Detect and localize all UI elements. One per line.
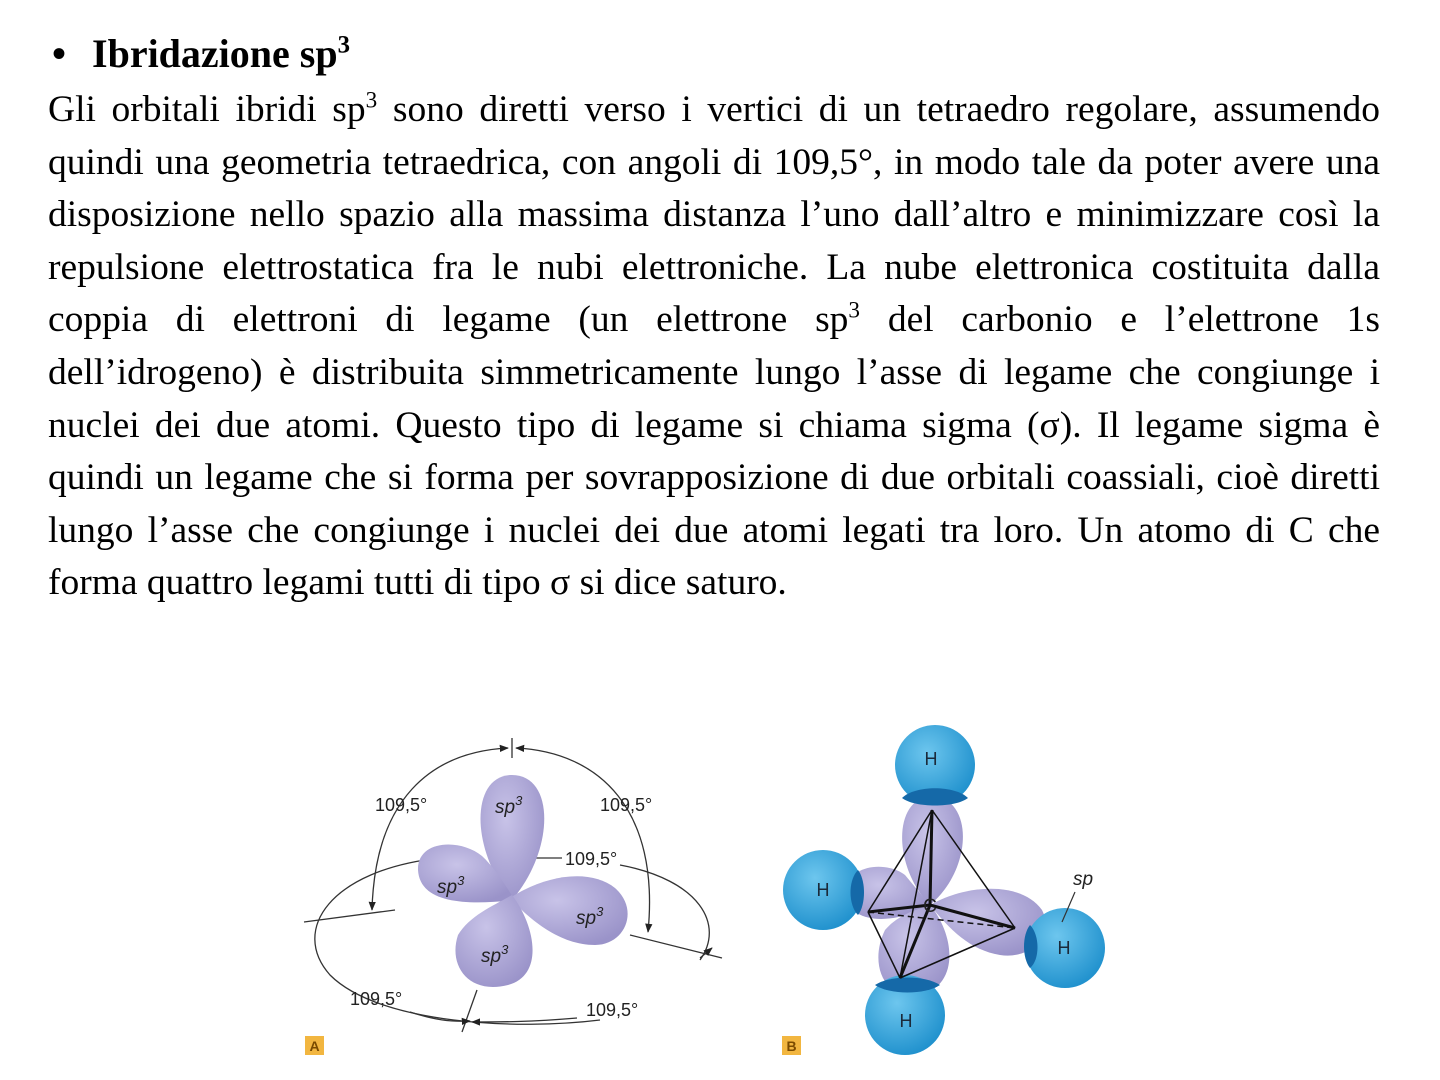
hydrogen-label-right: H xyxy=(1057,938,1071,958)
figure-tag-a: A xyxy=(309,1038,320,1054)
tick-bottom xyxy=(462,990,477,1032)
hydrogen-label-top: H xyxy=(924,749,938,769)
paragraph-part-2: sono diretti verso i vertici di un tetraedro regolare, assumendo quindi una geometria tetraedrica, con angoli di 109,5°, in modo tale da poter avere una disposizione nello spazio alla massima distanza l’uno dall’altro e minimizzare così la repulsione elettrostatica fra le nubi elettroniche. La nube elettronica costituita dalla coppia di elettroni di legame (un elettrone sp xyxy=(48,89,1380,341)
heading-title: Ibridazione sp xyxy=(92,31,338,76)
paragraph-part-3: del carbonio e l’elettrone 1s dell’idrogeno) è distribuita simmetricamente lungo l’asse di legame che congiunge i nuclei dei due atomi. Questo tipo di legame si chiama sigma (σ). Il legame sigma è quindi un legame che si forma per sovrapposizione di due orbitali coassiali, cioè diretti lungo l’asse che congiunge i nuclei dei due atomi legati tra loro. Un atomo di C che forma quattro legami tutti di tipo σ si dice saturo. xyxy=(48,299,1380,604)
angle-label-top-right: 109,5° xyxy=(600,795,653,815)
arc-bottom xyxy=(410,1012,470,1021)
angle-label-middle: 109,5° xyxy=(565,849,618,869)
orbital-label-top: $sp^3$ xyxy=(495,793,523,818)
bond-c-top xyxy=(930,810,932,905)
paragraph-sup-2: 3 xyxy=(848,297,861,324)
orbital-label-bottom: $sp^3$ xyxy=(481,942,509,967)
paragraph-sup-1: 3 xyxy=(365,87,378,114)
angle-label-bottom-left: 109,5° xyxy=(350,989,403,1009)
carbon-label: C xyxy=(923,896,937,917)
tick-left xyxy=(304,910,395,922)
hydrogen-label-bottom: H xyxy=(899,1011,913,1031)
angle-label-bottom-right: 109,5° xyxy=(586,1000,639,1020)
sp-label: sp xyxy=(1073,869,1094,890)
orbital-label-left: $sp^3$ xyxy=(437,873,465,898)
hydrogen-label-left: H xyxy=(816,880,830,900)
paragraph-part-1: Gli orbitali ibridi sp xyxy=(48,89,366,130)
figure-b-methane-model xyxy=(782,725,1105,1055)
figure-a-sp3-orbitals xyxy=(304,738,722,1055)
figure-tag-b: B xyxy=(786,1038,797,1054)
bullet: • xyxy=(52,31,67,76)
angle-label-top-left: 109,5° xyxy=(375,795,428,815)
heading-superscript: 3 xyxy=(337,31,351,59)
orbital-label-right: $sp^3$ xyxy=(576,904,604,929)
tick-right xyxy=(630,935,722,958)
arc-bottom-right xyxy=(472,1018,577,1022)
base-ellipse-right xyxy=(620,865,709,960)
